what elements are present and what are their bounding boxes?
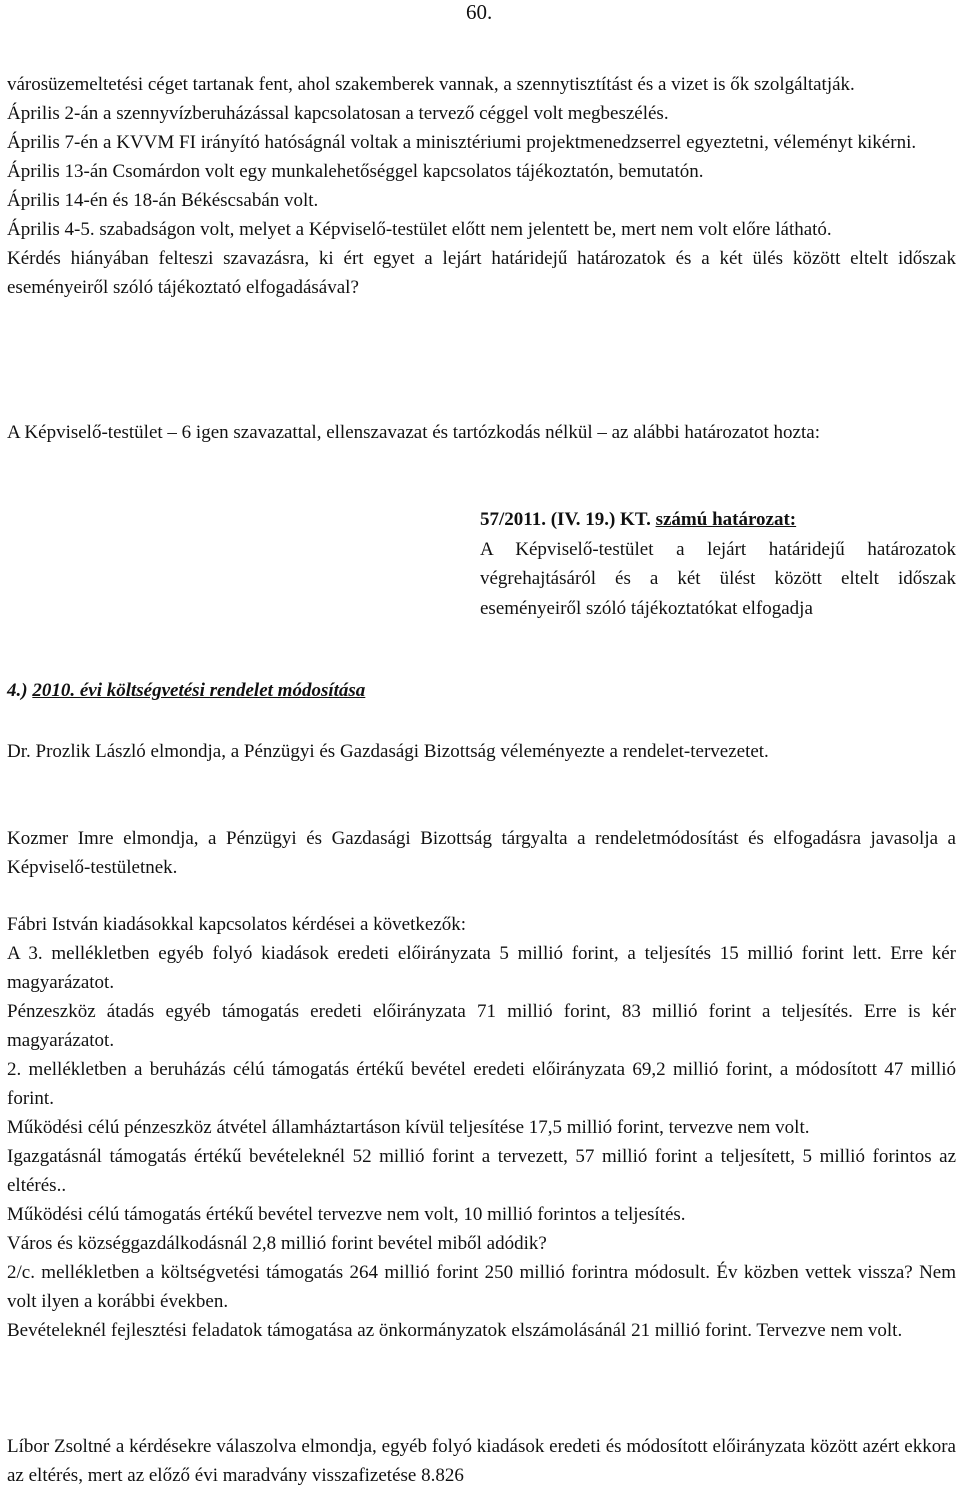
report-line: Április 4-5. szabadságon volt, melyet a Képviselő-testület előtt nem jelentett be, mert nem volt előre látható. [7, 219, 832, 240]
question-line: A 3. mellékletben egyéb folyó kiadások eredeti előirányzata 5 millió forint, a teljesítés 15 millió forint lett. Erre kér magyarázatot. [7, 943, 956, 993]
question-line: Város és községgazdálkodásnál 2,8 millió forint bevétel miből adódik? [7, 1233, 547, 1254]
section-heading [7, 676, 365, 705]
prozlik-paragraph: Dr. Prozlik László elmondja, a Pénzügyi és Gazdasági Bizottság véleményezte a rendelet-tervezetet. [7, 741, 769, 762]
vote-result-text: A Képviselő-testület – 6 igen szavazattal, ellenszavazat és tartózkodás nélkül – az alábbi határozatot hozta: [7, 422, 820, 443]
question-line: Működési célú pénzeszköz átvétel államháztartáson kívül teljesítése 17,5 millió forint, tervezve nem volt. [7, 1117, 810, 1138]
report-line: Április 14-én és 18-án Békéscsabán volt. [7, 190, 319, 211]
page-number: 60. [466, 0, 493, 24]
section-number: 4.) [7, 680, 28, 701]
report-line: Kérdés hiányában felteszi szavazásra, ki ért egyet a lejárt határidejű határozatok és a két ülés között eltelt időszak eseményeiről szóló tájékoztató elfogadásával? [7, 248, 956, 298]
question-line: Bevételeknél fejlesztési feladatok támogatása az önkormányzatok elszámolásánál 21 millió forint. Tervezve nem volt. [7, 1320, 903, 1341]
report-paragraph [7, 70, 956, 302]
question-line: Működési célú támogatás értékű bevétel tervezve nem volt, 10 millió forintos a teljesítés. [7, 1204, 686, 1225]
decision-text: A Képviselő-testület a lejárt határidejű határozatok végrehajtásáról és a két ülést között eltelt időszak eseményeiről szóló tájékoztatókat elfogadja [480, 538, 956, 619]
section-title: 2010. évi költségvetési rendelet módosítása [32, 680, 366, 701]
question-line: Igazgatásnál támogatás értékű bevételeknél 52 millió forint a tervezett, 57 millió forint a teljesített, 5 millió forintos az eltérés.. [7, 1146, 956, 1196]
question-line: 2. mellékletben a beruházás célú támogatás értékű bevétel eredeti előirányzata 69,2 millió forint, a módosított 47 millió forint. [7, 1059, 956, 1109]
libor-paragraph: Líbor Zsoltné a kérdésekre válaszolva elmondja, egyéb folyó kiadások eredeti és módosított előirányzata között azért ekkora az eltérés, mert az előző évi maradvány visszafizetése 8.826 [7, 1436, 956, 1486]
question-line: 2/c. mellékletben a költségvetési támogatás 264 millió forint 250 millió forintra módosult. Év közben vettek vissza? Nem volt ilyen a korábbi években. [7, 1262, 956, 1312]
report-line: Április 13-án Csomárdon volt egy munkalehetőséggel kapcsolatos tájékoztatón, bemutatón. [7, 161, 704, 182]
report-line: városüzemeltetési céget tartanak fent, ahol szakemberek vannak, a szennytisztítást és a vizet is ők szolgáltatják. [7, 74, 855, 95]
decision-number: 57/2011. (IV. 19.) KT. [480, 509, 651, 530]
decision-block [480, 505, 956, 623]
kozmer-paragraph: Kozmer Imre elmondja, a Pénzügyi és Gazdasági Bizottság tárgyalta a rendeletmódosítást és elfogadásra javasolja a Képviselő-testületnek. [7, 828, 956, 878]
fabri-questions [7, 910, 956, 1345]
question-line: Fábri István kiadásokkal kapcsolatos kérdései a következők: [7, 914, 467, 935]
decision-title-suffix: számú határozat: [655, 509, 797, 530]
question-line: Pénzeszköz átadás egyéb támogatás eredeti előirányzata 71 millió forint, 83 millió forint a teljesítés. Erre is kér magyarázatot. [7, 1001, 956, 1051]
report-line: Április 2-án a szennyvízberuházással kapcsolatosan a tervező céggel volt megbeszélés. [7, 103, 669, 124]
decision-title [480, 505, 956, 535]
report-line: Április 7-én a KVVM FI irányító hatóságnál voltak a minisztériumi projektmenedzserrel egyeztetni, véleményt kikérni. [7, 132, 917, 153]
